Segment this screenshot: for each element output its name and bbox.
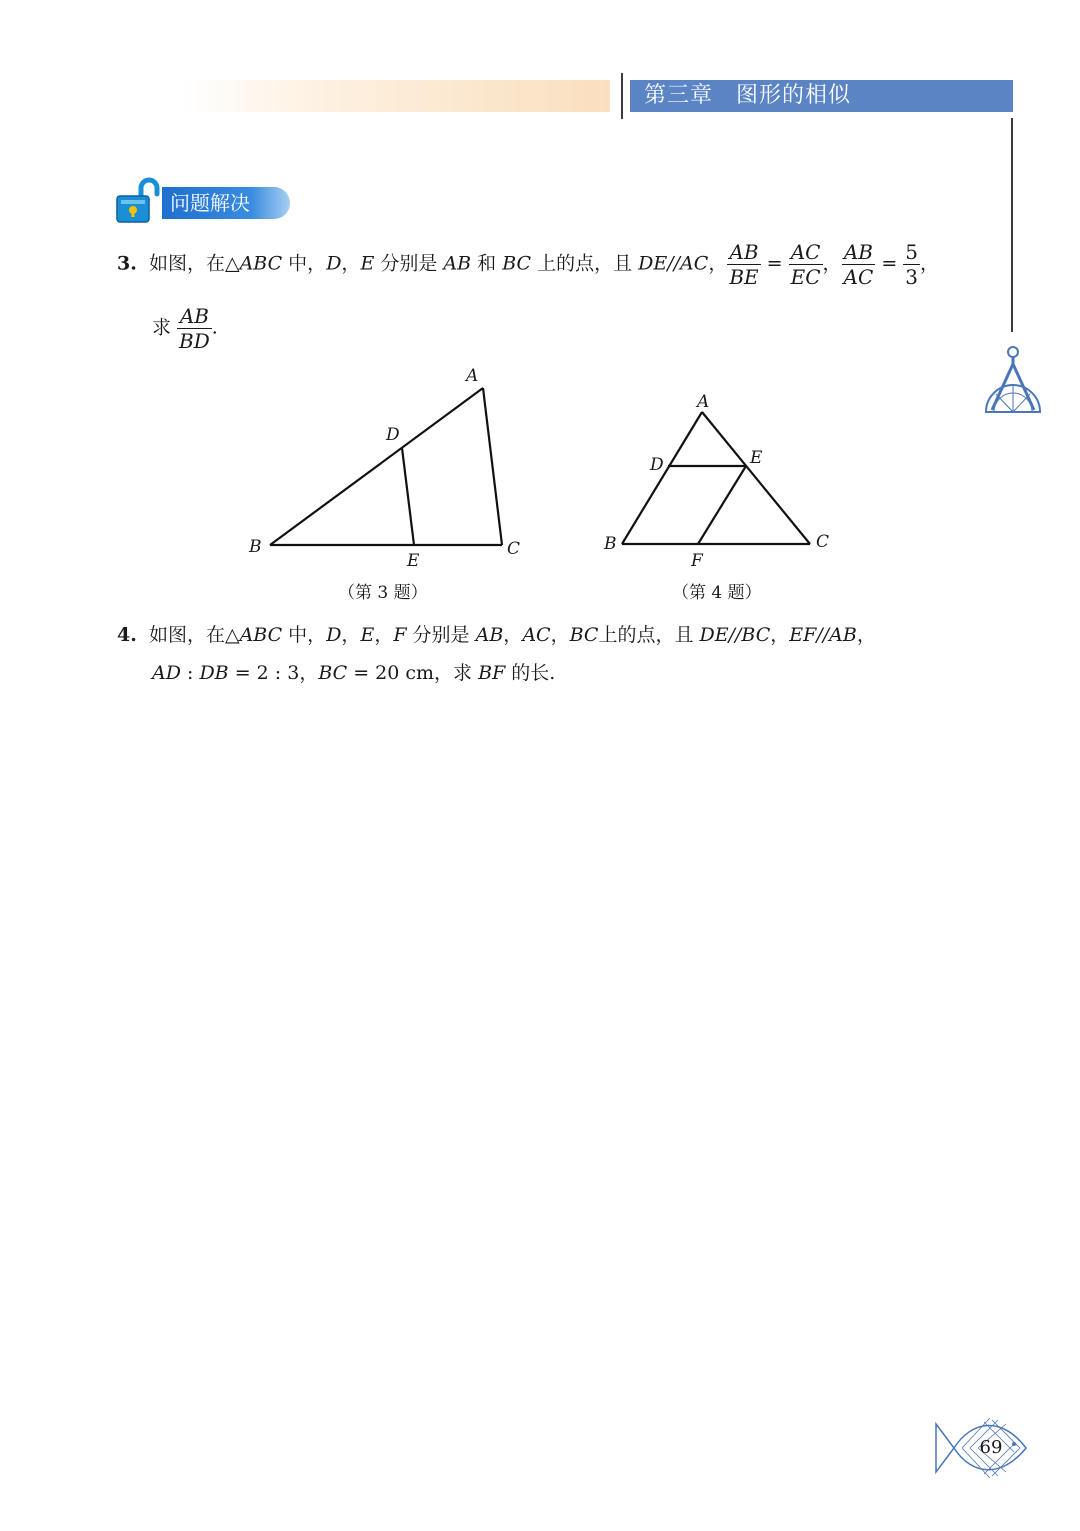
header-divider — [621, 73, 623, 119]
compass-icon — [982, 344, 1044, 418]
unlock-icon — [115, 176, 163, 224]
label-a: A — [466, 366, 479, 386]
fraction-ab-be: $\frac{AB}{BE}$ — [729, 240, 759, 289]
label-d: D — [386, 425, 400, 445]
figure-4-caption: （第 4 题） — [672, 583, 762, 603]
label-e: E — [750, 448, 763, 468]
label-c: C — [507, 539, 521, 559]
label-a: A — [697, 392, 710, 412]
segment-ef — [698, 466, 746, 544]
section-title-badge — [162, 187, 290, 219]
fraction-ab-ac: $\frac{AB}{AC}$ — [843, 240, 874, 289]
label-b: B — [604, 534, 617, 554]
question-3-ask: 求 $\frac{AB}{BD}$ . — [152, 304, 218, 353]
segment-ac — [702, 412, 810, 544]
figure-4 — [596, 386, 836, 576]
question-4: 4. 如图，在△ABC 中，D，E，F 分别是 AB，AC，BC上的点，且 DE//BC，EF//AB， — [117, 624, 876, 646]
segment-ab — [622, 412, 702, 544]
figure-3-caption: （第 3 题） — [338, 583, 428, 603]
label-d: D — [650, 455, 664, 475]
segment-ac — [483, 388, 502, 545]
label-b: B — [249, 537, 262, 557]
label-e: E — [407, 551, 420, 571]
label-c: C — [816, 532, 830, 552]
section-title: 问题解决 — [170, 191, 250, 215]
fraction-ab-bd: $\frac{AB}{BD}$ — [179, 304, 210, 353]
fraction-5-3: $\frac{5}{3}$ — [905, 240, 919, 289]
segment-de — [402, 448, 414, 545]
segment-ba — [270, 388, 483, 545]
page-number: 69 — [979, 1437, 1003, 1458]
fraction-ac-ec: $\frac{AC}{EC}$ — [790, 240, 821, 289]
label-f: F — [691, 551, 703, 571]
chapter-title: 第三章 图形的相似 — [630, 80, 1013, 112]
margin-rule — [1011, 118, 1013, 332]
question-4-line-2: AD : DB = 2 : 3，BC = 20 cm，求 BF 的长. — [152, 662, 556, 684]
header-gradient-bar — [180, 80, 610, 112]
question-3: 3. 如图，在△ABC 中，D，E 分别是 AB 和 BC 上的点，且 DE//AC， $\frac{AB}{BE}$ = $\frac{AC}{EC}$ ， $\frac{AB}{AC}$ = $\frac{5}{3}$ ， — [117, 240, 940, 289]
figure-3 — [240, 360, 540, 580]
